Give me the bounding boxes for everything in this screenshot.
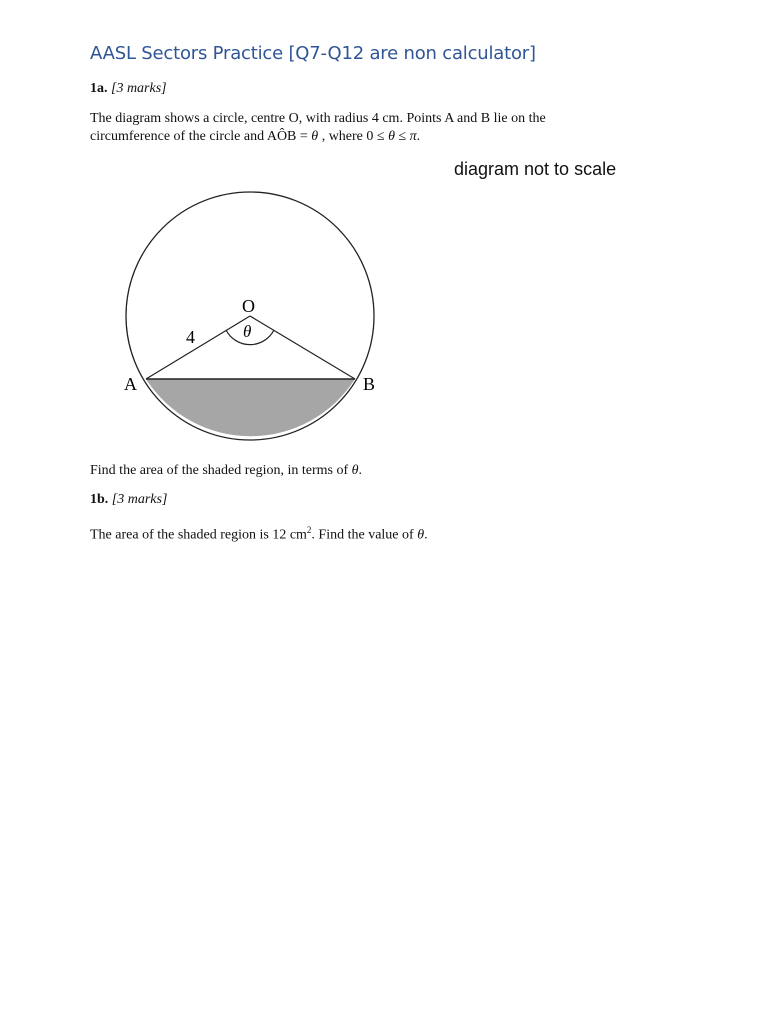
theta-symbol: θ [417,527,425,543]
question-1a-prompt [90,462,362,480]
theta-symbol: θ [388,129,395,144]
stem-text: circumference of the circle and AÔB = [90,129,312,144]
superscript: 2 [306,525,312,535]
label-radius: 4 [186,327,195,347]
question-marks: [3 marks] [111,81,167,96]
label-o: O [242,296,255,316]
question-1b-header [90,492,167,508]
page-title: AASL Sectors Practice [Q7-Q12 are non calculator] [90,43,536,64]
question-1a-header [90,81,167,97]
question-marks: [3 marks] [111,492,168,507]
diagram-scale-note: diagram not to scale [454,159,617,179]
shaded-segment [146,379,355,436]
stem-text: , where 0 ≤ [318,129,389,144]
stem-text: The area of the shaded region is 12 cm [90,527,307,543]
stem-text: ≤ [394,129,410,144]
stem-line-2 [90,128,546,146]
theta-symbol: θ [351,463,359,478]
radius-oa [146,316,250,379]
label-angle-theta: θ [243,322,252,341]
stem-text: . [416,129,421,144]
label-b: B [363,374,376,394]
theta-symbol: θ [311,129,319,144]
circle-diagram-svg [120,157,648,447]
question-1a-stem [90,110,546,146]
question-number: 1a. [90,81,108,96]
question-number: 1b. [90,492,109,507]
stem-text: . [424,527,428,543]
pi-symbol: π [409,129,417,144]
prompt-text: Find the area of the shaded region, in terms of [90,463,352,478]
stem-line-1: The diagram shows a circle, centre O, with radius 4 cm. Points A and B lie on the [90,111,546,126]
question-1b-stem [90,521,428,545]
circle-sector-diagram [120,157,648,447]
radius-ob [250,316,355,379]
stem-text: . Find the value of [311,527,418,543]
label-a: A [124,374,137,394]
prompt-text: . [358,463,363,478]
